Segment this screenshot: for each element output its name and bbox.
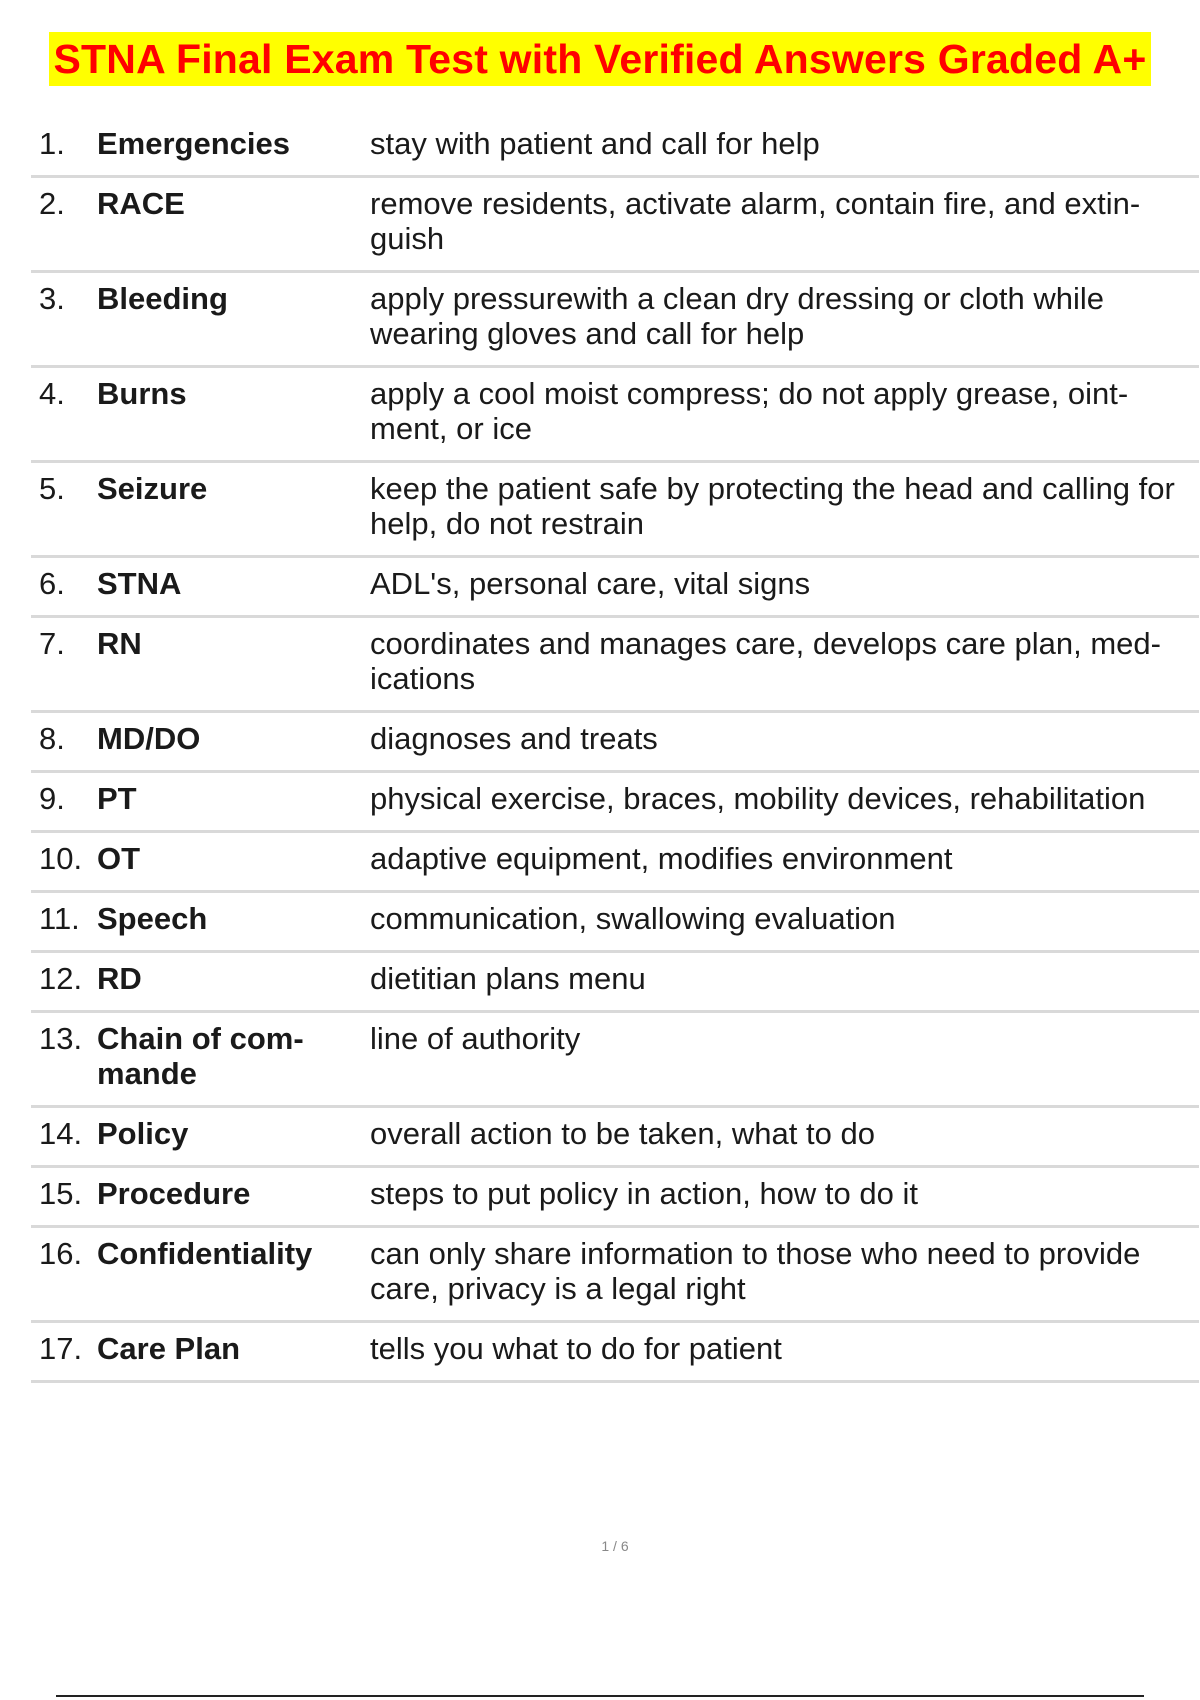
title-container [0,32,1200,86]
list-item [31,118,1199,178]
list-item [31,618,1199,713]
item-term: Confidentiality [97,1236,313,1271]
list-item [31,368,1199,463]
list-item [31,1228,1199,1323]
item-number: 5. [39,471,65,506]
item-number: 4. [39,376,65,411]
list-item [31,463,1199,558]
list-item [31,773,1199,833]
item-definition: diagnoses and treats [370,721,658,756]
list-item [31,1108,1199,1168]
list-item [31,953,1199,1013]
item-number: 9. [39,781,65,816]
item-definition: tells you what to do for patient [370,1331,782,1366]
list-item [31,273,1199,368]
list-item [31,893,1199,953]
item-term: Chain of com- mande [97,1021,304,1091]
list-item [31,1168,1199,1228]
item-number: 16. [39,1236,83,1271]
item-term: Policy [97,1116,189,1151]
item-number: 15. [39,1176,83,1211]
item-term: Bleeding [97,281,228,316]
item-number: 11. [39,901,80,936]
item-definition: overall action to be taken, what to do [370,1116,875,1151]
list-item [31,713,1199,773]
item-term: Care Plan [97,1331,241,1366]
item-term: Procedure [97,1176,251,1211]
item-term: STNA [97,566,182,601]
item-definition: can only share information to those who need to provide care, privacy is a legal right [370,1236,1141,1306]
item-number: 10. [39,841,83,876]
item-definition: steps to put policy in action, how to do it [370,1176,918,1211]
item-definition: apply a cool moist compress; do not apply grease, oint- ment, or ice [370,376,1129,446]
item-definition: communication, swallowing evaluation [370,901,896,936]
item-number: 7. [39,626,65,661]
item-definition: keep the patient safe by protecting the head and calling for help, do not restrain [370,471,1175,541]
item-number: 12. [39,961,83,996]
item-term: Speech [97,901,208,936]
item-number: 8. [39,721,65,756]
item-definition: stay with patient and call for help [370,126,820,161]
page-number: 1 / 6 [601,1538,629,1554]
item-number: 14. [39,1116,83,1151]
item-term: RD [97,961,142,996]
item-number: 2. [39,186,65,221]
item-number: 13. [39,1021,83,1056]
item-definition: line of authority [370,1021,581,1056]
list-item [31,558,1199,618]
item-number: 3. [39,281,65,316]
item-term: RN [97,626,142,661]
list-item [31,1013,1199,1108]
item-term: PT [97,781,137,816]
qa-list [31,118,1199,1383]
item-term: MD/DO [97,721,201,756]
item-number: 1. [39,126,65,161]
item-term: OT [97,841,141,876]
item-term: RACE [97,186,185,221]
document-title: STNA Final Exam Test with Verified Answers Graded A+ [49,32,1150,86]
item-definition: adaptive equipment, modifies environment [370,841,953,876]
list-item [31,1323,1199,1383]
list-item [31,833,1199,893]
item-definition: dietitian plans menu [370,961,646,996]
item-term: Seizure [97,471,208,506]
item-number: 17. [39,1331,83,1366]
item-definition: coordinates and manages care, develops care plan, med- ications [370,626,1161,696]
item-number: 6. [39,566,65,601]
item-term: Emergencies [97,126,290,161]
list-item [31,178,1199,273]
item-definition: remove residents, activate alarm, contain fire, and extin- guish [370,186,1141,256]
item-definition: physical exercise, braces, mobility devices, rehabilitation [370,781,1146,816]
item-definition: ADL's, personal care, vital signs [370,566,811,601]
item-definition: apply pressurewith a clean dry dressing or cloth while wearing gloves and call for help [370,281,1105,351]
item-term: Burns [97,376,187,411]
bottom-rule [56,1695,1144,1697]
